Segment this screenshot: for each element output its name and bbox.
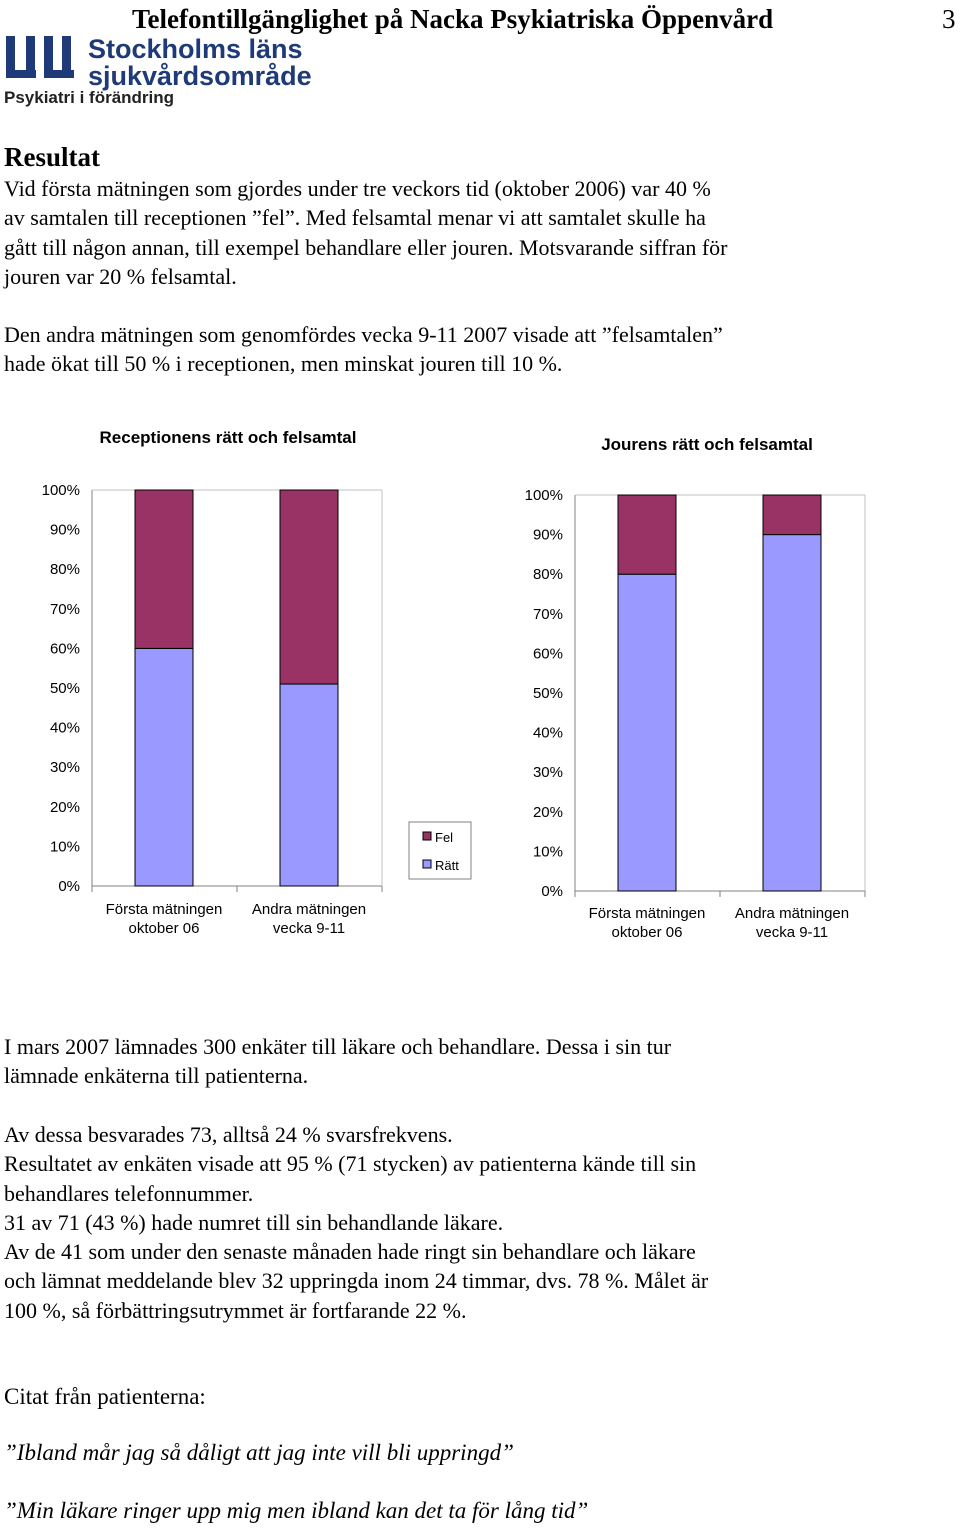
quote-2: ”Min läkare ringer upp mig men ibland kan det ta för lång tid”	[4, 1498, 589, 1523]
paragraph-2	[4, 320, 954, 379]
y-tick-label: 0%	[58, 878, 80, 895]
logo-name-line1: Stockholms läns	[88, 34, 303, 64]
y-tick-label: 40%	[532, 724, 563, 742]
category-label: vecka 9-11	[272, 920, 346, 937]
text-line: Den andra mätningen som genomfördes vecka 9-11 2007 visade att ”felsamtalen”	[4, 322, 723, 347]
text-line: hade ökat till 50 % i receptionen, men minskat jouren till 10 %.	[4, 351, 563, 377]
logo-name-line2: sjukvårdsområde	[88, 61, 312, 91]
bar-fel-1	[618, 495, 676, 574]
y-tick-label: 70%	[532, 605, 563, 623]
bar-ratt-2	[280, 684, 338, 886]
category-label: vecka 9-11	[755, 924, 829, 941]
y-tick-label: 30%	[532, 764, 563, 782]
category-label: Andra mätningen	[734, 905, 850, 922]
text-line: I mars 2007 lämnades 300 enkäter till läkare och behandlare. Dessa i sin tur	[4, 1034, 672, 1059]
text-line: och lämnat meddelande blev 32 uppringda inom 24 timmar, dvs. 78 %. Målet är	[4, 1268, 709, 1294]
category-label: oktober 06	[128, 920, 200, 937]
legend-swatch-ratt	[423, 860, 431, 868]
y-tick-label: 40%	[49, 719, 80, 737]
y-tick-label: 90%	[49, 521, 80, 539]
text-line: gått till någon annan, till exempel behandlare eller jouren. Motsvarande siffran för	[4, 234, 728, 260]
text-line: av samtalen till receptionen ”fel”. Med felsamtal menar vi att samtalet skulle ha	[4, 205, 706, 231]
category-label: Första mätningen	[105, 901, 223, 918]
y-tick-label: 80%	[532, 566, 563, 584]
logo-name	[88, 36, 312, 90]
y-tick-label: 60%	[532, 645, 563, 663]
text-line: lämnade enkäterna till patienterna.	[4, 1063, 309, 1089]
sll-logo-mark-icon	[4, 36, 84, 86]
y-tick-label: 30%	[49, 759, 80, 777]
legend-label: Rätt	[435, 858, 459, 873]
page-number: 3	[942, 4, 956, 34]
charts-area	[0, 420, 960, 980]
bar-fel-2	[280, 490, 338, 684]
y-tick-label: 100%	[41, 482, 80, 499]
text-line: Av de 41 som under den senaste månaden hade ringt sin behandlare och läkare	[4, 1239, 696, 1265]
y-tick-label: 20%	[532, 803, 563, 821]
bar-fel-2	[763, 495, 821, 535]
text-line: 31 av 71 (43 %) hade numret till sin behandlande läkare.	[4, 1209, 504, 1235]
text-line: behandlares telefonnummer.	[4, 1180, 254, 1206]
chart-title: Receptionens rätt och felsamtal	[99, 428, 357, 447]
y-tick-label: 50%	[49, 680, 80, 697]
legend-swatch-fel	[423, 832, 431, 840]
text-line: 100 %, så förbättringsutrymmet är fortfarande 22 %.	[4, 1297, 467, 1323]
legend-label: Fel	[435, 830, 454, 845]
category-label: Andra mätningen	[251, 901, 367, 918]
paragraph-3	[4, 1032, 954, 1091]
paragraph-4	[4, 1120, 954, 1325]
y-tick-label: 20%	[49, 798, 80, 816]
bar-ratt-2	[763, 535, 821, 891]
section-heading: Resultat	[4, 142, 100, 172]
text-line: Av dessa besvarades 73, alltså 24 % svarsfrekvens.	[4, 1122, 453, 1147]
y-tick-label: 70%	[49, 600, 80, 618]
quotes-heading: Citat från patienterna:	[4, 1384, 206, 1409]
y-tick-label: 80%	[49, 561, 80, 579]
chart-title: Jourens rätt och felsamtal	[601, 435, 813, 454]
y-tick-label: 10%	[532, 843, 563, 861]
text-line: Resultatet av enkäten visade att 95 % (71 stycken) av patienterna kände till sin	[4, 1151, 697, 1177]
text-line: Vid första mätningen som gjordes under tre veckors tid (oktober 2006) var 40 %	[4, 176, 711, 201]
y-tick-label: 60%	[49, 640, 80, 658]
y-tick-label: 90%	[532, 526, 563, 544]
y-tick-label: 50%	[532, 685, 563, 702]
bar-fel-1	[135, 490, 193, 648]
logo-tagline: Psykiatri i förändring	[4, 88, 175, 107]
category-label: Första mätningen	[588, 905, 706, 922]
paragraph-1	[4, 174, 954, 291]
page-header-title: Telefontillgänglighet på Nacka Psykiatriska Öppenvård	[132, 4, 774, 34]
quote-1: ”Ibland mår jag så dåligt att jag inte vill bli uppringd”	[4, 1440, 514, 1465]
text-line: jouren var 20 % felsamtal.	[4, 263, 237, 289]
category-label: oktober 06	[611, 924, 683, 941]
y-tick-label: 10%	[49, 838, 80, 856]
y-tick-label: 100%	[524, 487, 563, 504]
y-tick-label: 0%	[541, 883, 563, 900]
bar-ratt-1	[618, 574, 676, 891]
bar-ratt-1	[135, 648, 193, 886]
